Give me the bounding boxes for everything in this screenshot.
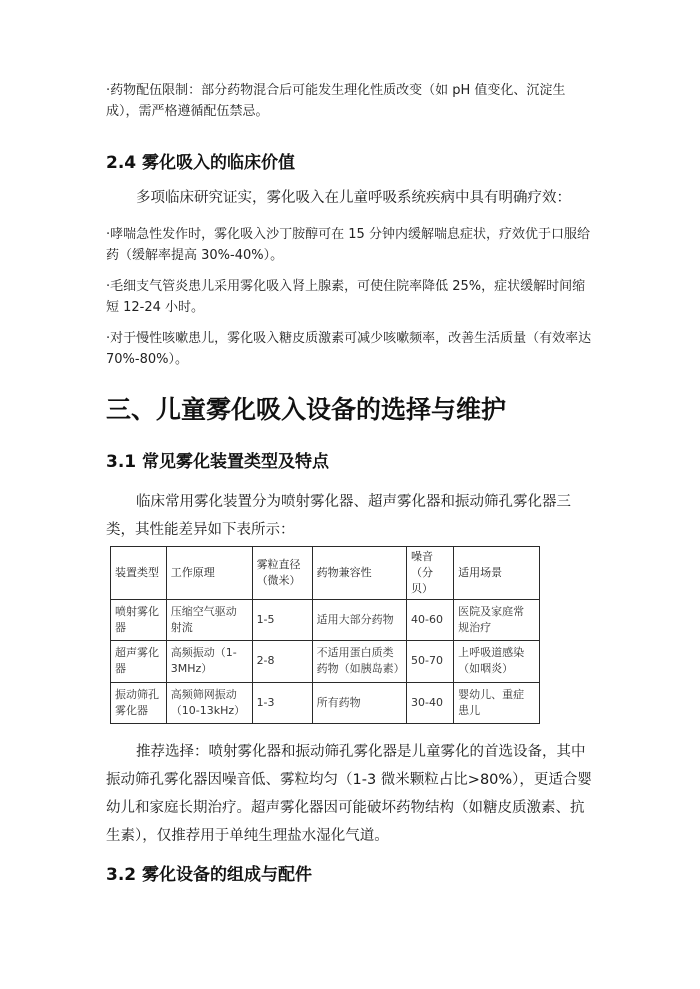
table-cell: 不适用蛋白质类药物（如胰岛素） (312, 641, 406, 682)
table-cell: 所有药物 (312, 682, 406, 723)
table-row (111, 682, 540, 723)
table-cell: 40-60 (406, 600, 453, 641)
paragraph-recommendation: 推荐选择：喷射雾化器和振动筛孔雾化器是儿童雾化的首选设备，其中振动筛孔雾化器因噪音低、雾粒均匀（1-3 微米颗粒占比>80%），更适合婴幼儿和家庭长期治疗。超声雾化器因可能破坏药物结构（如糖皮质激素、抗生素），仅推荐用于单纯生理盐水湿化气道。 (106, 744, 592, 844)
table-cell: 上呼吸道感染（如咽炎） (454, 641, 540, 682)
table-row (111, 641, 540, 682)
paragraph-drug-compatibility: ·药物配伍限制：部分药物混合后可能发生理化性质改变（如 pH 值变化、沉淀生成），需严格遵循配伍禁忌。 (106, 83, 566, 119)
table-header-cell: 适用场景 (454, 547, 540, 600)
table-header-cell: 装置类型 (111, 547, 167, 600)
table-header-cell: 工作原理 (166, 547, 252, 600)
table-cell: 超声雾化器 (111, 641, 167, 682)
table-header-row (111, 547, 540, 600)
chapter-3-heading: 三、儿童雾化吸入设备的选择与维护 (106, 395, 507, 424)
table-cell: 30-40 (406, 682, 453, 723)
table-cell: 医院及家庭常规治疗 (454, 600, 540, 641)
table-cell: 高频筛网振动（10-13kHz） (166, 682, 252, 723)
table-cell: 50-70 (406, 641, 453, 682)
table-cell: 1-5 (252, 600, 312, 641)
paragraph-device-intro: 临床常用雾化装置分为喷射雾化器、超声雾化器和振动筛孔雾化器三类，其性能差异如下表所示： (106, 494, 571, 538)
paragraph-clinical-intro: 多项临床研究证实，雾化吸入在儿童呼吸系统疾病中具有明确疗效： (136, 190, 571, 206)
heading-3-2: 3.2 雾化设备的组成与配件 (106, 865, 313, 885)
table-cell: 喷射雾化器 (111, 600, 167, 641)
table-header-cell: 噪音（分贝） (406, 547, 453, 600)
bullet-chronic-cough: ·对于慢性咳嗽患儿，雾化吸入糖皮质激素可减少咳嗽频率，改善生活质量（有效率达 70%-80%）。 (106, 331, 592, 367)
table-header-cell: 药物兼容性 (312, 547, 406, 600)
table-cell: 1-3 (252, 682, 312, 723)
heading-3-1: 3.1 常见雾化装置类型及特点 (106, 452, 330, 472)
table-cell: 婴幼儿、重症患儿 (454, 682, 540, 723)
device-comparison-table (110, 546, 540, 724)
table-header-cell: 雾粒直径（微米） (252, 547, 312, 600)
table-cell: 压缩空气驱动射流 (166, 600, 252, 641)
table-cell: 适用大部分药物 (312, 600, 406, 641)
table-row (111, 600, 540, 641)
table-cell: 振动筛孔雾化器 (111, 682, 167, 723)
bullet-bronchiolitis: ·毛细支气管炎患儿采用雾化吸入肾上腺素，可使住院率降低 25%，症状缓解时间缩短 12-24 小时。 (106, 279, 586, 315)
bullet-asthma: ·哮喘急性发作时，雾化吸入沙丁胺醇可在 15 分钟内缓解喘息症状，疗效优于口服给药（缓解率提高 30%-40%）。 (106, 227, 590, 263)
table-cell: 2-8 (252, 641, 312, 682)
heading-2-4: 2.4 雾化吸入的临床价值 (106, 153, 296, 173)
table-cell: 高频振动（1-3MHz） (166, 641, 252, 682)
